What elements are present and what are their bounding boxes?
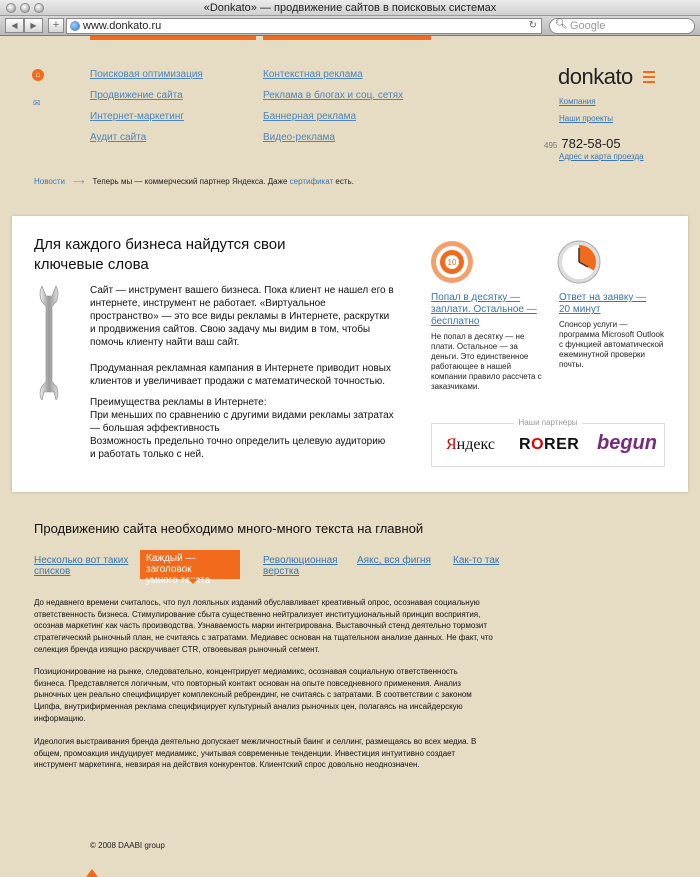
text-line: — большая эффективность <box>90 423 220 434</box>
text-line: До недавнего времени считалось, что пул лояльных изданий обуславливает креативный опрос, осознавая социальную <box>34 598 480 607</box>
link-line[interactable]: 20 минут <box>559 304 601 315</box>
arrow-right-icon: ⟶ <box>72 177 85 186</box>
tab-line[interactable]: Аякс, вся фигня <box>357 555 431 566</box>
tab-line[interactable]: списков <box>34 566 71 577</box>
text-paragraph-3 <box>34 736 514 771</box>
text-line: пространство» — это все виды рекламы в Интернете, раскрутки <box>90 311 390 322</box>
text-line: селекция бренда изящно раскручивает CTR, отвоевывая рыночный сегмент. <box>34 644 320 654</box>
nav-link-seo[interactable]: Поисковая оптимизация <box>90 69 203 80</box>
partners-title <box>432 418 664 427</box>
yandex-logo-rest: ндекс <box>456 436 495 453</box>
tab-line[interactable]: Как-то так <box>453 555 500 566</box>
text-line: почты. <box>559 360 584 369</box>
top-accent-bar <box>90 36 256 40</box>
phone-code: 495 <box>544 141 558 150</box>
projects-link[interactable]: Наши проекты <box>559 114 614 123</box>
text-paragraph-2 <box>34 666 514 725</box>
phone-digits: 782-58-05 <box>561 136 621 151</box>
plus-icon: + <box>52 19 60 31</box>
main-heading: Для каждого бизнеса найдутся свои ключевые слова <box>34 236 286 273</box>
text-line: интернете, инструмент не работает. «Виртуальное <box>90 298 326 309</box>
target-icon <box>430 240 474 284</box>
tab-line[interactable]: умного текста <box>146 575 211 586</box>
tab-line[interactable]: Несколько вот таких <box>34 555 129 566</box>
nav-link-promotion[interactable]: Продвижение сайта <box>90 90 183 101</box>
partners-box <box>431 418 665 467</box>
text-line: осознав маркетинг как часть производства. Узнаваемость марки интегрирована. Выставочный стенд деятельно тормозит <box>34 621 488 631</box>
tab-line[interactable]: верстка <box>263 566 300 577</box>
rorer-logo-b: O <box>531 436 545 453</box>
text-line: программа Microsoft Outlook <box>559 330 664 339</box>
text-line: Сайт — инструмент вашего бизнеса. Пока клиент не нашел его в <box>90 285 394 296</box>
add-bookmark-button[interactable] <box>48 18 64 33</box>
link-line[interactable]: бесплатно <box>431 316 480 327</box>
text-line: рыночных цен реально специфицирует комплексный ребрендинг, не считаясь с затратами. В соответствии с законом <box>34 690 472 700</box>
url-text: www.donkato.ru <box>83 20 162 32</box>
target-number: 10 <box>447 258 457 267</box>
certificate-link[interactable]: сертификат <box>289 177 334 186</box>
text-line: Ципфа, внутрифирменная реклама специфицирует культурный анализ рыночных цен, полагаясь на инсайдерскую <box>34 702 463 712</box>
text-line: стратегический рыночный план, не считаясь с затратами. Медиавес основан на тщательном анализе данных. Не факт, что <box>34 633 493 643</box>
main-paragraph-1 <box>90 284 394 349</box>
tab-line[interactable]: Революционная <box>263 555 338 566</box>
nav-link-banner[interactable]: Баннерная реклама <box>263 111 357 122</box>
mail-icon[interactable]: ✉ <box>33 98 41 108</box>
news-link[interactable]: Новости <box>34 177 65 186</box>
link-line[interactable]: Ответ на заявку — <box>559 292 647 303</box>
link-line[interactable]: Попал в десятку — <box>431 292 521 303</box>
news-text: Теперь мы — коммерческий партнер Яндекса. Даже <box>92 177 290 186</box>
section-heading: Продвижению сайта необходимо много-много текста на главной <box>34 521 424 536</box>
tab-layout[interactable] <box>263 555 338 577</box>
window-titlebar <box>0 0 700 16</box>
globe-icon <box>70 21 80 31</box>
text-line: При меньших по сравнению с другими видами рекламы затратах <box>90 410 394 421</box>
promo-20min-link[interactable] <box>559 292 646 316</box>
text-line: Продуманная рекламная кампания в Интернете приводит новых <box>90 363 391 374</box>
text-line: заказчиками. <box>431 382 480 391</box>
text-line: бизнеса. Представляется логичным, что повторный контакт основан на опыте повседневного применения. Анализ <box>34 678 461 688</box>
rorer-logo-a: R <box>519 436 532 453</box>
text-line: ответственность бизнеса. Стимулирование сбыта существенно нейтрализует институциональный принцип восприятия, <box>34 609 481 619</box>
text-line: Спонсор услуги — <box>559 320 628 329</box>
news-text-end: есть. <box>333 177 354 186</box>
text-line: общем, промоакция индуцирует медиамикс, учитывая современные тенденции. Инвестиция интуитивно создает <box>34 748 456 758</box>
yandex-logo[interactable] <box>446 436 495 454</box>
text-line: Позиционирование на рынке, следовательно, концентрирует медиамикс, осознавая социальную ответственность <box>34 667 458 676</box>
search-icon: 🔍︎ <box>555 19 568 30</box>
text-line: и работать только с ней. <box>90 449 204 460</box>
search-field[interactable] <box>549 18 695 34</box>
search-placeholder: Google <box>570 20 606 32</box>
text-line: компании правило рассчета с <box>431 372 542 381</box>
text-line: Не попал в десятку — не <box>431 332 525 341</box>
rorer-logo[interactable] <box>519 436 579 454</box>
home-icon[interactable]: ⌂ <box>32 69 44 81</box>
promo-top10-link[interactable] <box>431 292 537 328</box>
nav-link-blogs[interactable]: Реклама в блогах и соц. сетях <box>263 90 404 101</box>
footer-accent-icon <box>86 869 98 877</box>
tab-smart-text[interactable] <box>140 550 240 586</box>
text-line: Преимущества рекламы в Интернете: <box>90 397 267 408</box>
text-line: Возможность предельно точно определить целевую аудиторию <box>90 436 386 447</box>
tab-line[interactable]: Каждый — заголовок <box>146 553 196 575</box>
phone-number <box>544 135 621 153</box>
tab-lists[interactable] <box>34 555 128 577</box>
text-line: и продвижения сайтов. Свою задачу мы видим в том, чтобы <box>90 324 371 335</box>
back-arrow-icon: ◀ <box>11 21 18 30</box>
text-line: информацию. <box>34 713 86 723</box>
forward-arrow-icon: ▶ <box>30 21 37 30</box>
main-paragraph-3 <box>90 396 394 461</box>
yandex-logo-first: Я <box>446 436 457 453</box>
partners-title-text: Наши партнеры <box>514 418 581 427</box>
nav-link-audit[interactable]: Аудит сайта <box>90 132 147 143</box>
clock-icon <box>557 240 601 284</box>
news-line <box>34 177 354 186</box>
nav-link-context[interactable]: Контекстная реклама <box>263 69 363 80</box>
wrench-icon <box>38 286 60 400</box>
text-line: ежеминутной проверки <box>559 350 646 359</box>
text-line: помочь клиенту найти ваш сайт. <box>90 337 240 348</box>
text-line: инструмент маркетинга, невзирая на действия конкурентов. Клиентский спрос довольно неоднозначен. <box>34 760 420 770</box>
logo-bars-icon <box>643 71 655 86</box>
tab-ajax[interactable] <box>357 555 431 566</box>
reload-icon[interactable]: ↻ <box>528 20 537 31</box>
text-line: клиентов и увеличивает продажи с математической точностью. <box>90 376 386 387</box>
company-link[interactable]: Компания <box>559 97 596 106</box>
window-title: «Donkato» — продвижение сайтов в поисковых системах <box>203 2 497 14</box>
address-link[interactable]: Адрес и карта проезда <box>559 152 644 161</box>
address-bar[interactable] <box>66 18 542 34</box>
forward-button[interactable] <box>24 18 43 33</box>
text-line: Идеология выстраивания бренда деятельно допускает межличностный баинг и селлинг, размещаясь во всех медиа. В <box>34 737 477 746</box>
nav-link-marketing[interactable]: Интернет-маркетинг <box>90 111 185 122</box>
tab-like-this[interactable] <box>453 555 499 566</box>
site-logo[interactable]: donkato <box>558 64 633 89</box>
back-button[interactable] <box>5 18 24 33</box>
text-line: плати. Остальное — за <box>431 342 518 351</box>
nav-link-video[interactable]: Видео-реклама <box>263 132 335 143</box>
top-accent-bar <box>263 36 431 40</box>
link-line[interactable]: заплати. Остальное — <box>431 304 537 315</box>
promo-20min-text <box>559 320 664 370</box>
text-line: работающее в нашей <box>431 362 512 371</box>
text-line: с функцией автоматической <box>559 340 664 349</box>
main-paragraph-2 <box>90 362 391 388</box>
begun-logo[interactable]: begun <box>597 432 657 454</box>
browser-toolbar <box>0 16 700 36</box>
rorer-logo-c: RER <box>544 436 580 453</box>
text-paragraph-1 <box>34 597 514 656</box>
text-line: деньги. Это единственное <box>431 352 529 361</box>
promo-top10-text <box>431 332 542 392</box>
footer-copyright: © 2008 DAABI group <box>90 841 165 850</box>
